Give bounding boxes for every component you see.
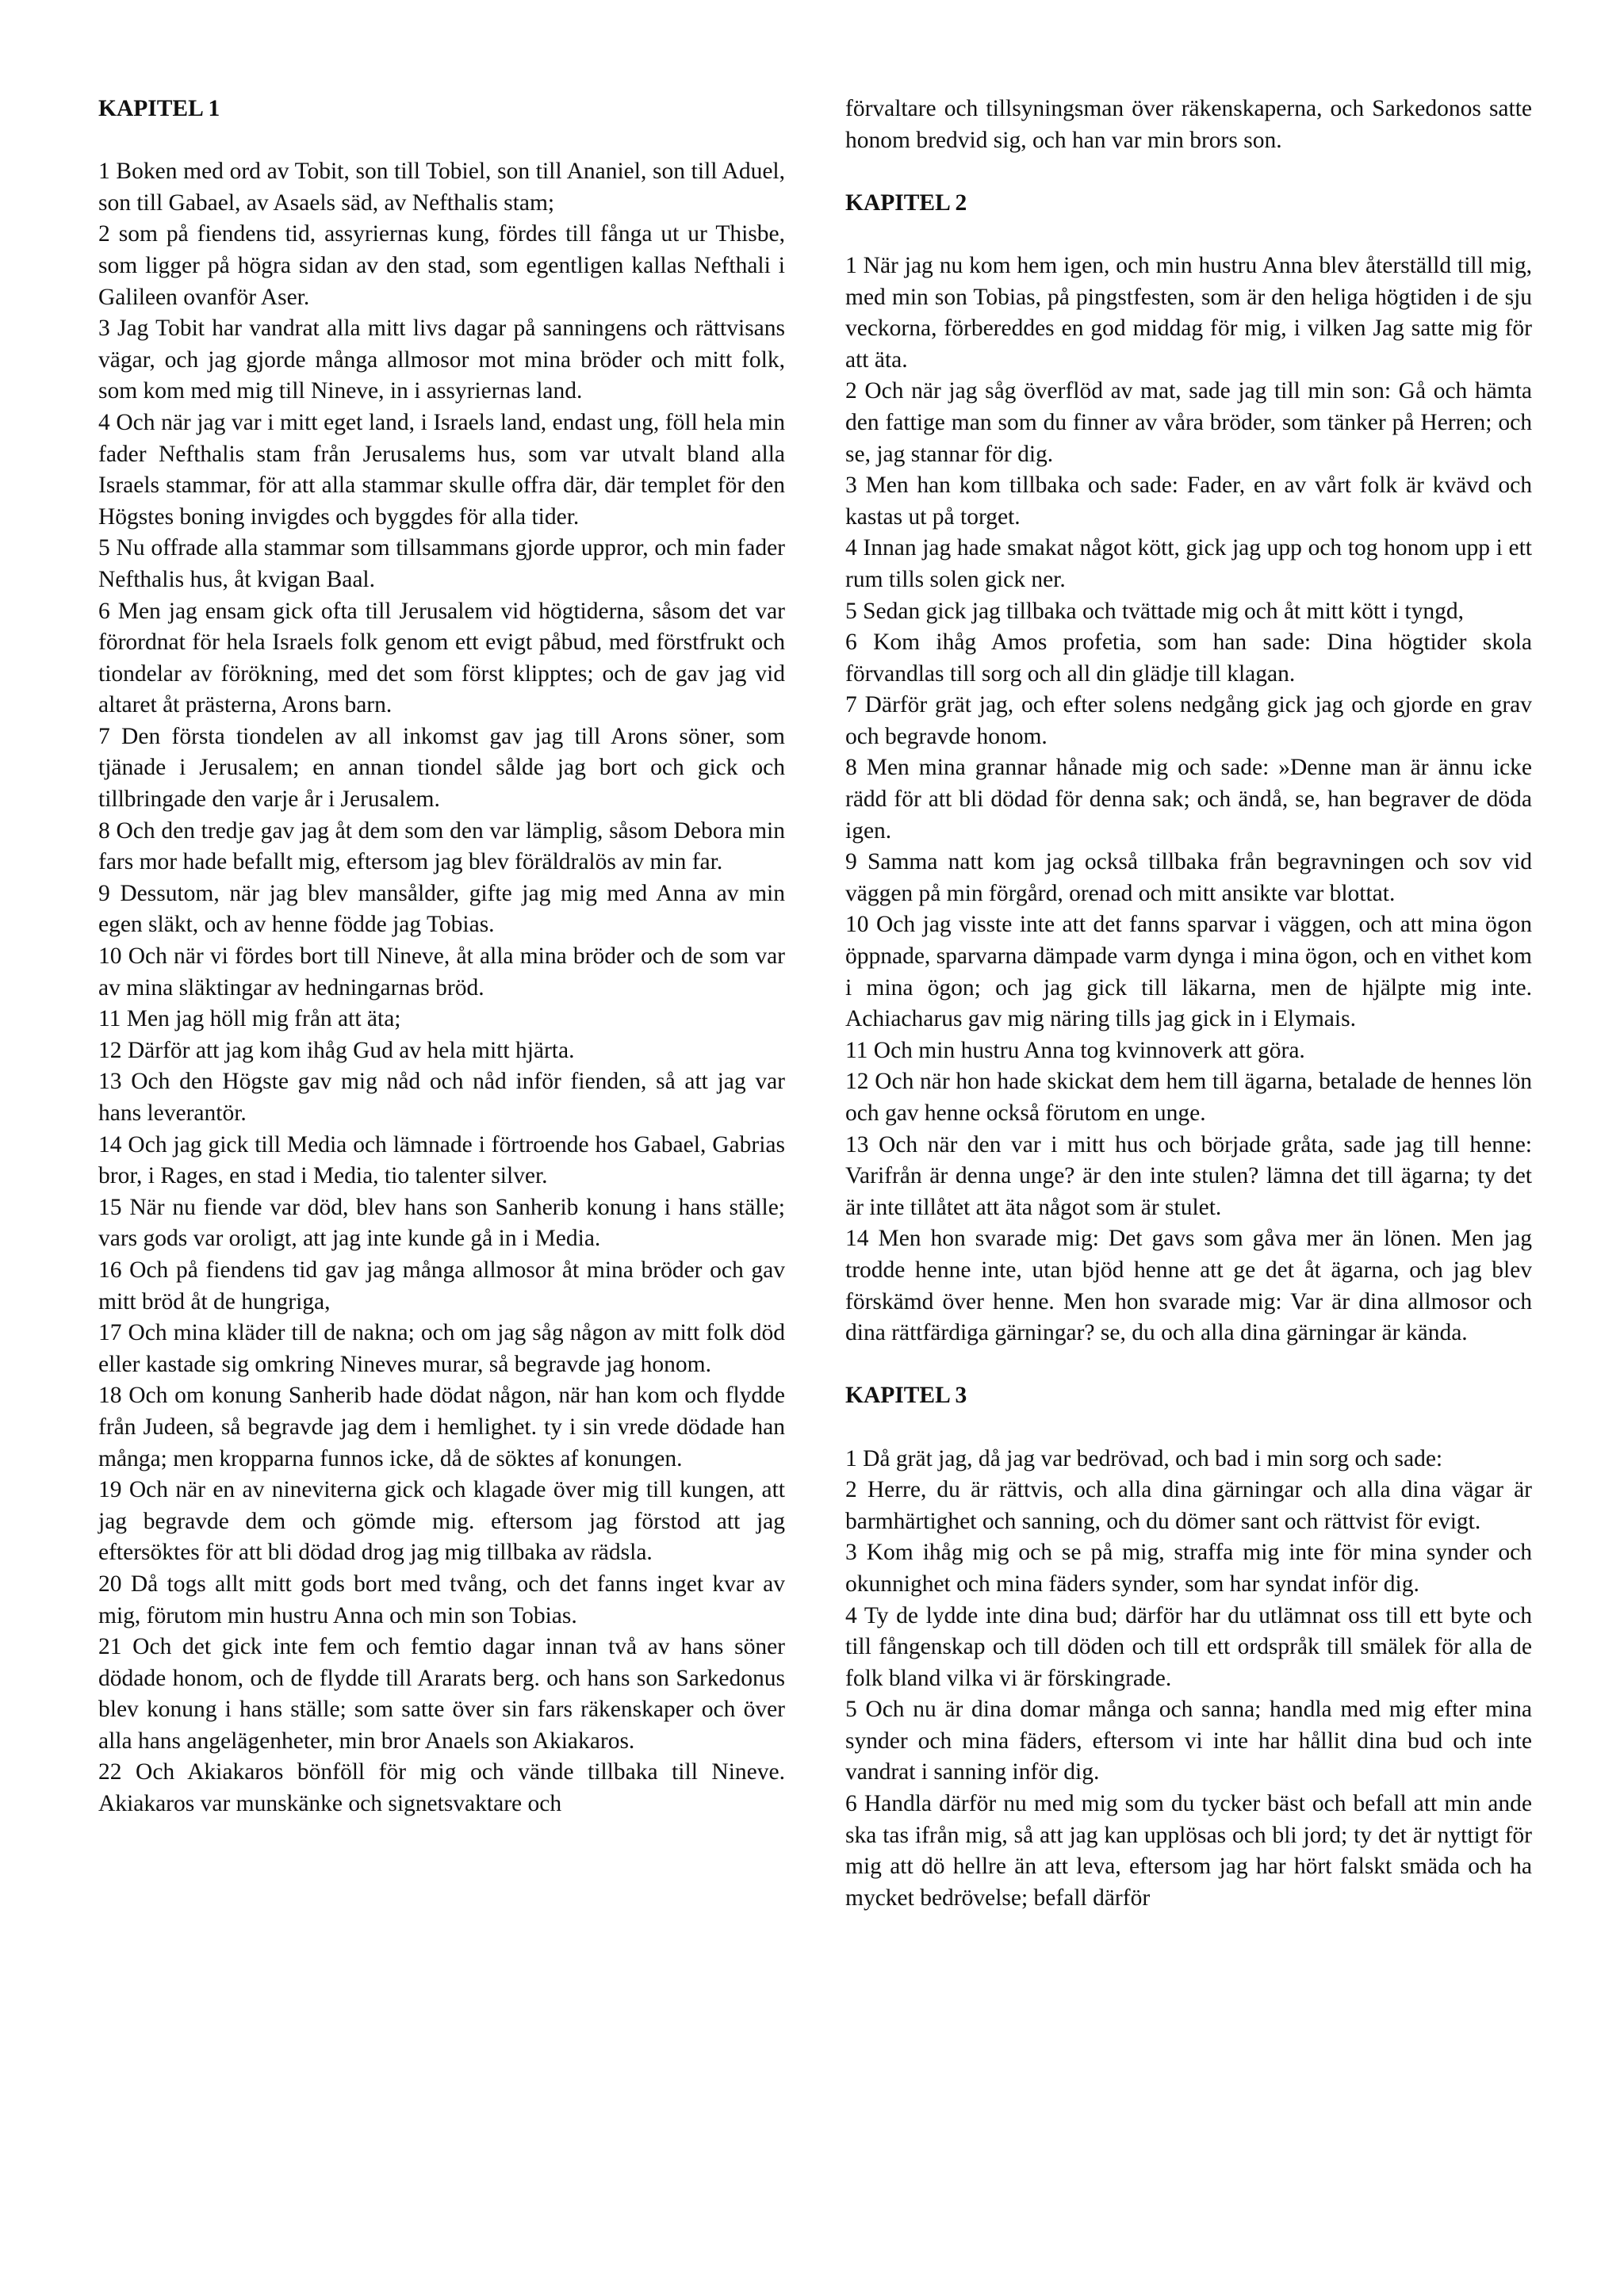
verse: 11 Och min hustru Anna tog kvinnoverk att göra. (845, 1037, 1305, 1063)
verse: 10 Och jag visste inte att det fanns sparvar i väggen, och att mina ögon öppnade, sparvarna dämpade varm dynga i mina ögon, och en vithet kom i mina ögon; och jag gick till läkarna, men de hjälpte mig inte. Achiacharus gav mig näring tills jag gick in i Elymais. (845, 912, 1532, 1032)
verse: 2 Herre, du är rättvis, och alla dina gärningar och alla dina vägar är barmhärtighet och sanning, och du dömer sant och rättvist för evigt. (845, 1477, 1532, 1534)
verse: 5 Nu offrade alla stammar som tillsammans gjorde uppror, och min fader Nefthalis hus, åt kvigan Baal. (98, 535, 785, 592)
verse: 10 Och när vi fördes bort till Nineve, åt alla mina bröder och de som var av mina släktingar av hedningarnas bröd. (98, 943, 785, 1001)
verse: 1 Boken med ord av Tobit, son till Tobiel, son till Ananiel, son till Aduel, son till Gabael, av Asaels säd, av Nefthalis stam; (98, 159, 785, 216)
verse: 16 Och på fiendens tid gav jag många allmosor åt mina bröder och gav mitt bröd åt de hungriga, (98, 1257, 785, 1314)
left-column (98, 94, 785, 1820)
verse: 13 Och när den var i mitt hus och började gråta, sade jag till henne: Varifrån är denna unge? är den inte stulen? lämna det till ägarna; ty det är inte tillåtet att äta något som är stulet. (845, 1131, 1532, 1220)
chapter-2-verses (845, 251, 1532, 1349)
verse: 20 Då togs allt mitt gods bort med tvång, och det fanns inget kvar av mig, förutom min hustru Anna och min son Tobias. (98, 1571, 785, 1628)
verse: 3 Jag Tobit har vandrat alla mitt livs dagar på sanningens och rättvisans vägar, och jag gjorde många allmosor mot mina bröder och mitt folk, som kom med mig till Nineve, in i assyriernas land. (98, 316, 785, 404)
verse: 8 Och den tredje gav jag åt dem som den var lämplig, såsom Debora min fars mor hade befallt mig, eftersom jag blev föräldralös av min far. (98, 817, 785, 875)
verse: 9 Samma natt kom jag också tillbaka från begravningen och sov vid väggen på min förgård, orenad och mitt ansikte var blottat. (845, 849, 1532, 906)
chapter-3-heading: KAPITEL 3 (845, 1383, 967, 1409)
verse: 12 Därför att jag kom ihåg Gud av hela mitt hjärta. (98, 1037, 575, 1063)
verse: 9 Dessutom, när jag blev mansålder, gifte jag mig med Anna av min egen släkt, och av henne födde jag Tobias. (98, 880, 785, 938)
verse: 4 Innan jag hade smakat något kött, gick jag upp och tog honom upp i ett rum tills solen gick ner. (845, 535, 1532, 592)
verse: 14 Men hon svarade mig: Det gavs som gåva mer än lönen. Men jag trodde henne inte, utan bjöd henne att ge det åt ägarna, och jag blev förskämd över henne. Men hon svarade mig: Var är dina allmosor och dina rättfärdiga gärningar? se, du och alla dina gärningar är kända. (845, 1226, 1532, 1346)
verse: 2 som på fiendens tid, assyriernas kung, fördes till fånga ut ur Thisbe, som ligger på högra sidan av den stad, som egentligen kallas Nefthali i Galileen ovanför Aser. (98, 221, 785, 310)
verse: 17 Och mina kläder till de nakna; och om jag såg någon av mitt folk död eller kastade sig omkring Nineves murar, så begravde jag honom. (98, 1320, 785, 1377)
chapter-1-verses (98, 156, 785, 1820)
chapter-3-verses (845, 1444, 1532, 1915)
verse: 2 Och när jag såg överflöd av mat, sade jag till min son: Gå och hämta den fattige man som du finner av våra bröder, som tänker på Herren; och se, jag stannar för dig. (845, 378, 1532, 467)
verse: 3 Men han kom tillbaka och sade: Fader, en av vårt folk är kvävd och kastas ut på torget. (845, 473, 1532, 530)
verse: 6 Kom ihåg Amos profetia, som han sade: Dina högtider skola förvandlas till sorg och all din glädje till klagan. (845, 629, 1532, 687)
verse: 6 Men jag ensam gick ofta till Jerusalem vid högtiderna, såsom det var förordnat för hela Israels folk genom ett evigt påbud, med förstfrukt och tiondelar av förökning, med det som först klipptes; och de gav jag vid altaret åt prästerna, Arons barn. (98, 598, 785, 718)
verse: 11 Men jag höll mig från att äta; (98, 1006, 401, 1032)
verse: 8 Men mina grannar hånade mig och sade: »Denne man är ännu icke rädd för att bli dödad för denna sak; och ändå, se, han begraver de döda igen. (845, 755, 1532, 844)
verse: 5 Och nu är dina domar många och sanna; handla med mig efter mina synder och mina fäders, eftersom vi inte har hållit dina bud och inte vandrat i sanning inför dig. (845, 1697, 1532, 1785)
verse: 7 Därför grät jag, och efter solens nedgång gick jag och gjorde en grav och begravde honom. (845, 692, 1532, 749)
verse: 3 Kom ihåg mig och se på mig, straffa mig inte för mina synder och okunnighet och mina fäders synder, som har syndat inför dig. (845, 1540, 1532, 1597)
chapter-1-heading: KAPITEL 1 (98, 96, 220, 121)
right-column (845, 94, 1532, 1914)
chapter-1-continuation: förvaltare och tillsyningsman över räkenskaperna, och Sarkedonos satte honom bredvid sig, och han var min brors son. (845, 96, 1532, 153)
verse: 12 Och när hon hade skickat dem hem till ägarna, betalade de hennes lön och gav henne också förutom en unge. (845, 1069, 1532, 1126)
verse: 4 Ty de lydde inte dina bud; därför har du utlämnat oss till ett byte och till fångenskap och till döden och till ett ordspråk till smälek för alla de folk bland vilka vi är förskingrade. (845, 1602, 1532, 1691)
verse: 5 Sedan gick jag tillbaka och tvättade mig och åt mitt kött i tyngd, (845, 598, 1464, 624)
verse: 14 Och jag gick till Media och lämnade i förtroende hos Gabael, Gabrias bror, i Rages, en stad i Media, tio talenter silver. (98, 1131, 785, 1189)
verse: 22 Och Akiakaros bönföll för mig och vände tillbaka till Nineve. Akiakaros var munskänke och signetsvaktare och (98, 1759, 785, 1817)
chapter-2-heading: KAPITEL 2 (845, 189, 967, 216)
verse: 6 Handla därför nu med mig som du tycker bäst och befall att min ande ska tas ifrån mig, så att jag kan upplösas och bli jord; ty det är nyttigt för mig att dö hellre än att leva, eftersom jag har hört falskt smäda och ha mycket bedrövelse; befall därför (845, 1791, 1532, 1911)
verse: 7 Den första tiondelen av all inkomst gav jag till Arons söner, som tjänade i Jerusalem; en annan tiondel sålde jag bort och gick och tillbringade den varje år i Jerusalem. (98, 723, 785, 813)
verse: 19 Och när en av nineviterna gick och klagade över mig till kungen, att jag begravde dem och gömde mig. eftersom jag förstod att jag eftersöktes för att bli dödad drog jag mig tillbaka av rädsla. (98, 1477, 785, 1566)
verse: 21 Och det gick inte fem och femtio dagar innan två av hans söner dödade honom, och de flydde till Ararats berg. och hans son Sarkedonus blev konung i hans ställe; som satte över sin fars räkenskaper och över alla hans angelägenheter, min bror Anaels son Akiakaros. (98, 1634, 785, 1754)
verse: 1 Då grät jag, då jag var bedrövad, och bad i min sorg och sade: (845, 1445, 1443, 1471)
verse: 4 Och när jag var i mitt eget land, i Israels land, endast ung, föll hela min fader Nefthalis stam från Jerusalems hus, som var utvalt bland alla Israels stammar, för att alla stammar skulle offra där, där templet för den Högstes boning invigdes och byggdes för alla tider. (98, 409, 785, 530)
verse: 1 När jag nu kom hem igen, och min hustru Anna blev återställd till mig, med min son Tobias, på pingstfesten, som är den heliga högtiden i de sju veckorna, förbereddes en god middag för mig, i vilken Jag satte mig för att äta. (845, 252, 1532, 373)
verse: 15 När nu fiende var död, blev hans son Sanherib konung i hans ställe; vars gods var oroligt, att jag inte kunde gå in i Media. (98, 1194, 785, 1252)
verse: 13 Och den Högste gav mig nåd och nåd inför fienden, så att jag var hans leverantör. (98, 1069, 785, 1126)
verse: 18 Och om konung Sanherib hade dödat någon, när han kom och flydde från Judeen, så begravde jag dem i hemlighet. ty i sin vrede dödade han många; men kropparna funnos icke, då de söktes af konungen. (98, 1383, 785, 1471)
